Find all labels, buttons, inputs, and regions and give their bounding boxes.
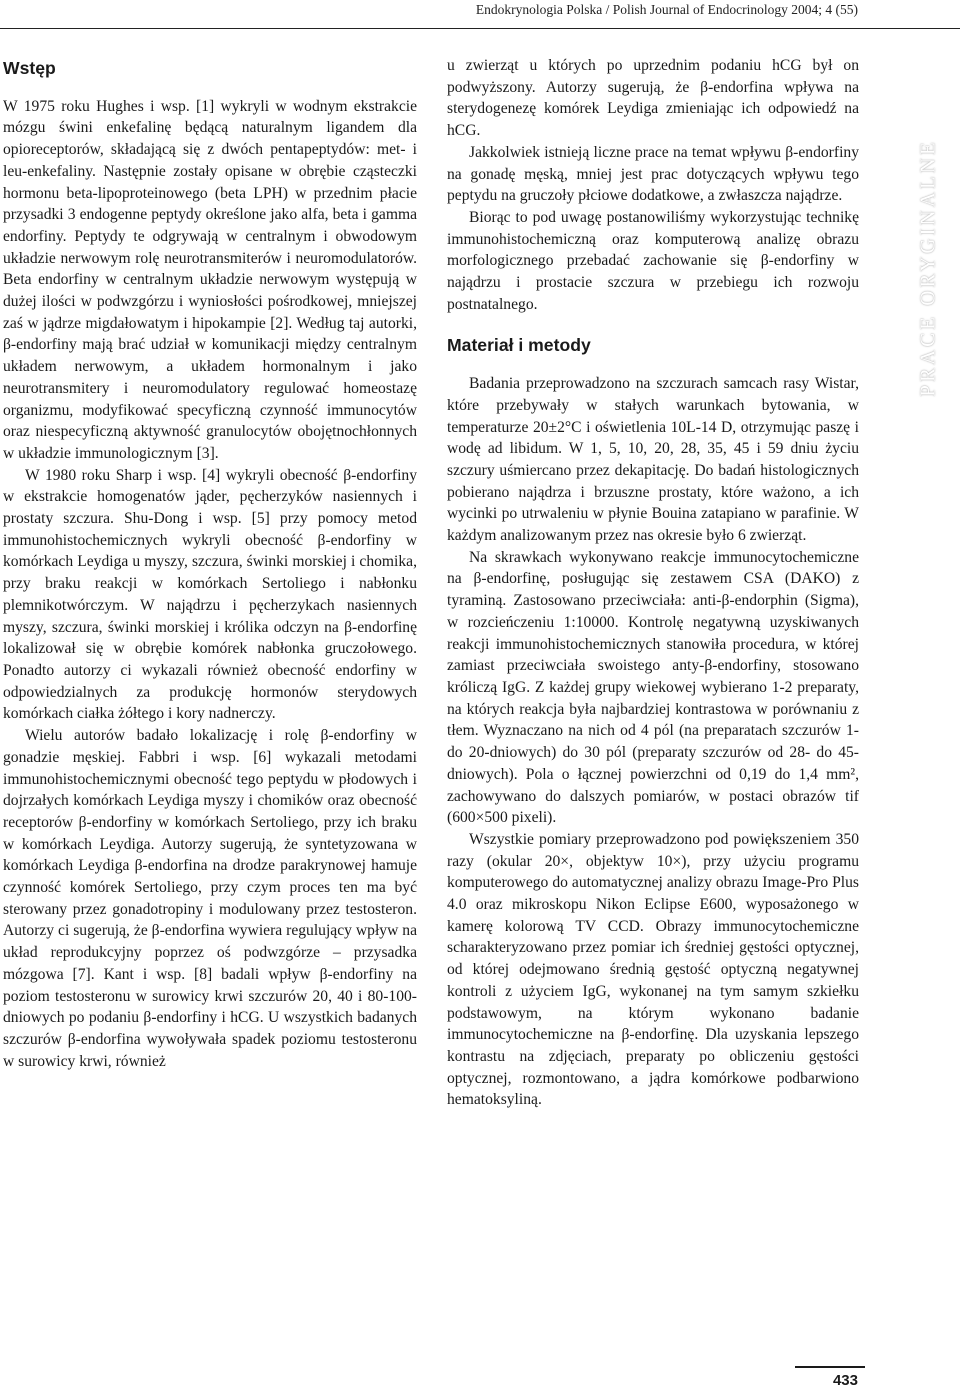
section-heading-introduction: Wstęp bbox=[3, 58, 56, 78]
section-sidebar bbox=[880, 0, 960, 1392]
paragraph: W 1980 roku Sharp i wsp. [4] wykryli obecność β-endorfiny w ekstrakcie homogenatów jąder, pęcherzyków nasiennych i prostaty szczura. Shu-Dong i wsp. [5] przy pomocy metod immunohistochemicznych wykryli obecność β-endorfiny w komórkach Leydiga u myszy, szczura, świnki morskiej i chomika, przy braku reakcji w komórkach Sertoliego i nabłonku plemnikotwórczym. W najądrzu i pęcherzykach nasiennych myszy, szczura, świnki morskiej i królika odczyn na β-endorfinę lokalizował się w obrębie komórek nabłonka gruczołowego. Ponadto autorzy ci wykazali również obecność endorfiny w odpowiedzialnych za produkcję hormonów sterydowych komórkach ciałka żółtego i kory nadnerczy. bbox=[3, 466, 417, 723]
paragraph: W 1975 roku Hughes i wsp. [1] wykryli w wodnym ekstrakcie mózgu świni enkefalinę będącą naturalnym ligandem dla opioreceptorów, składającą się z dwóch pentapeptydów: met- i leu-enkefaliny. Następnie zostały opisane w obrębie cząsteczki hormonu beta-lipoproteinowego (beta LPH) w przednim płacie przysadki 3 endogenne peptydy określone jako alfa, beta i gamma endorfiny. Peptydy te odgrywają w centralnym i obwodowym układzie nerwowym rolę neurotransmiterów i neuromodulatorów. Beta endorfiny w centralnym układzie nerwowym występują w dużej ilości w podwzgórzu i wyniosłości pośrodkowej, mniejszej zaś w jądrze migdałowatym i hipokampie [2]. Według taj autorki, β-endorfiny mają brać udział w komunikacji między centralnym układem nerwowym, a układem hormonalnym i jako neurotransmitery i neuromodulatory regulować homeostazę organizmu, modyfikować specyficzną czynność immunocytów oraz niespecyficzną aktywność granulocytów obojętnochłonnych w układzie immunologicznym [3]. bbox=[3, 97, 417, 462]
right-column bbox=[447, 55, 859, 1111]
footer-divider bbox=[795, 1366, 865, 1368]
paragraph: Jakkolwiek istnieją liczne prace na temat wpływu β-endorfiny na gonadę męską, mniej jest prac dotyczących wpływu tego peptydu na gruczoły płciowe dodatkowe, a zwłaszcza najądrze. bbox=[447, 143, 859, 205]
page-number: 433 bbox=[832, 1372, 858, 1389]
section-label: PRACE ORYGINALNE bbox=[915, 139, 940, 397]
section-heading-methods: Materiał i metody bbox=[447, 335, 591, 356]
running-header: Endokrynologia Polska / Polish Journal of Endocrinology 2004; 4 (55) bbox=[475, 2, 858, 17]
left-column bbox=[3, 58, 417, 1072]
header-divider bbox=[0, 28, 960, 29]
paragraph: Wielu autorów badało lokalizację i rolę β-endorfiny w gonadzie męskiej. Fabbri i wsp. [6] wykazali metodami immunohistochemicznymi obecność tego peptydu w płodowych i dojrzałych komórkach Leydiga myszy i chomików oraz obecność receptorów β-endorfiny w komórkach Sertoliego, przy ich braku w komórkach Leydiga. Autorzy sugerują, że syntetyzowana w komórkach Leydiga β-endorfina na drodze parakrynowej hamuje czynność komórek Sertoliego, przy czym proces ten ma być sterowany przez gonadotropiny i modulowany przez testosteron. Autorzy ci sugerują, że β-endorfina wywiera regulujący wpływ na układ reprodukcyjny poprzez oś podwzgórze – przysadka mózgowa [7]. Kant i wsp. [8] badali wpływ β-endorfiny na poziom testosteronu w surowicy krwi szczurów 20, 40 i 80-100-dniowych po podaniu β-endorfiny i hCG. U wszystkich badanych szczurów β-endorfina wywoływała spadek poziomu testosteronu w surowicy krwi, również bbox=[3, 727, 417, 1070]
paragraph: u zwierząt u których po uprzednim podaniu hCG był on podwyższony. Autorzy sugerują, że β-endorfina wpływa na sterydogenezę komórek Leydiga zmieniając ich odpowiedź na hCG. bbox=[447, 57, 859, 140]
paragraph: Badania przeprowadzono na szczurach samcach rasy Wistar, które przebywały w stałych warunkach bytowania, w temperaturze 20±2°C i oświetlenia 10L-14 D, otrzymując paszę i wodę ad libidum. W 1, 5, 10, 20, 28, 35, 45 i 59 dniu życiu szczury uśmiercano przez dekapitację. Do badań histologicznych pobierano najądrza i brzuszne prostaty, które ważono, a ich wycinki po utrwaleniu w płynie Bouina zatapiano w parafinie. W każdym analizowanym przez nas okresie było 6 zwierząt. bbox=[447, 375, 859, 545]
paragraph: Wszystkie pomiary przeprowadzono pod powiększeniem 350 razy (okular 20×, objektyw 10×), przy użyciu programu komputerowego do automatycznej analizy obrazu Image-Pro Plus 4.0 oraz mikroskopu Nikon Eclipse E600, wyposażonego w kamerę kolorową TV CCD. Obrazy immunocytochemiczne scharakteryzowano przez pomiar ich średniej gęstości optycznej, od której odejmowano średnią gęstość optyczną negatywnej kontroli z użyciem IgG, wykonanej na tym samym szkiełku podstawowym, na którym wykonano badanie immunocytochemiczne na β-endorfinę. Dla uzyskania lepszego kontrastu na zdjęciach, preparaty po obliczeniu gęstości optycznej, rozmontowano, a jądra komórkowe podbarwiono hematoksyliną. bbox=[447, 830, 859, 1109]
paragraph: Na skrawkach wykonywano reakcje immunocytochemiczne na β-endorfinę, posługując się zestawem CSA (DAKO) z tyraminą. Zastosowano przeciwciała: anti-β-endorphin (Sigma), w rozcieńczeniu 1:10000. Kontrolę negatywną uzyskiwanych reakcji immunohistochemicznych stanowiła procedura, w której zamiast przeciwciała swoistego anty-β-endorfiny, stosowano króliczą IgG. Z każdej grupy wiekowej wybierano 1-2 preparaty, na których reakcja była najbardziej kontrastowa w porównaniu z tłem. Wyznaczano na nich od 4 pól (na preparatach szczurów 1- do 20-dniowych) do 30 pól (preparaty szczurów od 28- do 45-dniowych). Pola o łącznej powierzchni od 0,19 do 1,4 mm², zachowywano do dalszych pomiarów, w postaci obrazów tif (600×500 pixeli). bbox=[447, 548, 859, 827]
paragraph: Biorąc to pod uwagę postanowiliśmy wykorzystując technikę immunohistochemiczną oraz komputerową analizę obrazu morfologicznego przebadać zachowanie się β-endorfiny w najądrzu i prostacie szczura w przebiegu ich rozwoju postnatalnego. bbox=[447, 208, 859, 313]
